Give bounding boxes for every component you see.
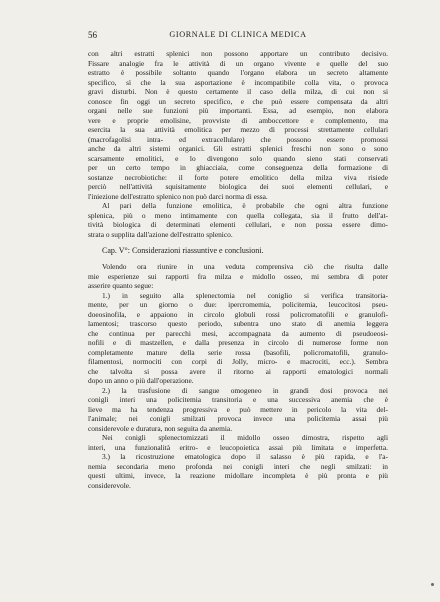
text-line: vere e proprie emolisine, provviste di amboccettore e complemento, ma: [88, 115, 388, 125]
text-line: nofili e di mastzellen, e dalla presenza in circolo di numerose forme non: [88, 338, 388, 347]
text-line: che continua per parecchi mesi, accompagnata da aumento di pseudoeosi-: [88, 328, 388, 338]
text-line: dopo un anno o più dall'operazione.: [88, 376, 194, 385]
text-line: organi nelle sue funzioni più importanti. Essa, ad esempio, non elabora: [88, 106, 388, 115]
text-line: Nei conigli splenectomizzati il midollo osseo dimostra, rispetto agli: [102, 433, 388, 442]
text-line: gravi disturbi. Non è questo certamente il caso della milza, di cui non si: [88, 87, 388, 96]
text-line: considerevole.: [88, 480, 131, 490]
text-line: specifico, sì che la sua asportazione è incompatibile colla vita, o provoca: [88, 77, 388, 87]
text-line: l'iniezione dell'estratto splenico non può darci norma di essa.: [88, 191, 268, 201]
text-line: perciò nell'attività squisitamente biologica dei suoi elementi cellulari, e: [88, 182, 388, 191]
text-line: estratto è possibile soltanto quando l'organo elabora un secreto altamente: [88, 68, 388, 77]
text-line: questi ultimi, invece, la reazione midollare incompleta è più pronta e più: [88, 471, 388, 480]
text-line: splenica, più o meno intimamente con quella collegata, sia il frutto dell'at-: [88, 210, 388, 220]
text-line: con altri estratti splenici non possono apportare un contributo decisivo.: [88, 49, 388, 58]
text-line: anche da altri sistemi organici. Gli estratti splenici freschi non sono o sono: [88, 144, 388, 153]
text-line: lamentosi; trascorso questo periodo, subentra uno stato di anemia leggera: [88, 319, 388, 328]
text-line: interi, una funzionalità eritro- e leucopoietica assai più limitata e imperfetta.: [88, 442, 388, 452]
text-line: scarsamente emolitici, e lo divengono solo quando sieno stati conservati: [88, 153, 388, 163]
text-line: considerevole e duratura, non seguita da anemia.: [88, 423, 233, 433]
speck-mark: [431, 583, 434, 586]
page-number: 56: [88, 30, 97, 40]
text-line: mente, per un giorno o due: ipercromemia, policitemia, leucocitosi pseu-: [88, 300, 388, 309]
text-line: sostanze necrobiotiche: il forte potere emolitico della milza viva risiede: [88, 172, 388, 182]
text-line: 3.) la ricostruzione ematologica dopo il salasso è più rapida, e l'a-: [102, 452, 388, 461]
text-line: conosce fin oggi un secreto specifico, e che può essere compensata da altri: [88, 96, 388, 106]
page-header: [88, 30, 388, 42]
text-line: esercita la sua attività emolitica per mezzo di processi strettamente cellulari: [88, 125, 388, 134]
text-line: tività biologica di determinati elementi cellulari, e non possa essere dimo-: [88, 220, 388, 229]
text-line: mie esperienze sui rapporti fra milza e midollo osseo, mi sembra di poter: [88, 271, 388, 281]
text-line: per un certo tempo in ghiacciaia, come conseguenza della formazione di: [88, 163, 388, 172]
section-heading: Cap. V°: Considerazioni riassuntive e conclusioni.: [102, 246, 264, 255]
text-line: che talvolta si possa avere il ritorno ai rapporti ematologici normali: [88, 366, 388, 376]
text-line: conigli interi una policitemia transitoria e una successiva anemia che è: [88, 395, 388, 404]
text-line: completamente mature della serie rossa (basofili, policromatofili, granulo-: [88, 347, 388, 357]
text-line: doeosinofila, e appaiono in circolo globuli rossi policromatofili e granulofi-: [88, 309, 388, 319]
running-head: GIORNALE DI CLINICA MEDICA: [169, 30, 307, 39]
text-line: lieve ma ha tendenza progressiva e può mettere in pericolo la vita del-: [88, 404, 388, 414]
text-line: filamentosi, normociti con corpi di Jolly, micro- e macrociti, ecc.). Sembra: [88, 357, 388, 366]
text-line: strata o supplita dall'azione dell'estratto splenico.: [88, 229, 233, 239]
text-line: l'animale; nei conigli smilzati provoca invece una policitemia assai più: [88, 414, 388, 423]
text-line: Al pari della funzione emolitica, è probabile che ogni altra funzione: [102, 201, 388, 210]
text-line: Volendo ora riunire in una veduta comprensiva ciò che risulta dalle: [102, 262, 388, 271]
text-line: 1.) in seguito alla splenectomia nel coniglio si verifica transitoria-: [102, 290, 388, 300]
text-line: asserire quanto segue:: [88, 281, 154, 290]
text-line: Fissare analogie fra le attività di un organo vivente e quelle del suo: [88, 58, 388, 68]
text-line: 2.) la trasfusione di sangue omogeneo in grandi dosi provoca nei: [102, 385, 388, 395]
text-line: (macrofagolisi intra- ed extracellulare) che possono essere promossi: [88, 134, 388, 144]
body-text: [88, 49, 388, 490]
text-line: nemia secondaria meno profonda nei conigli interi che negli smilzati: in: [88, 461, 388, 471]
